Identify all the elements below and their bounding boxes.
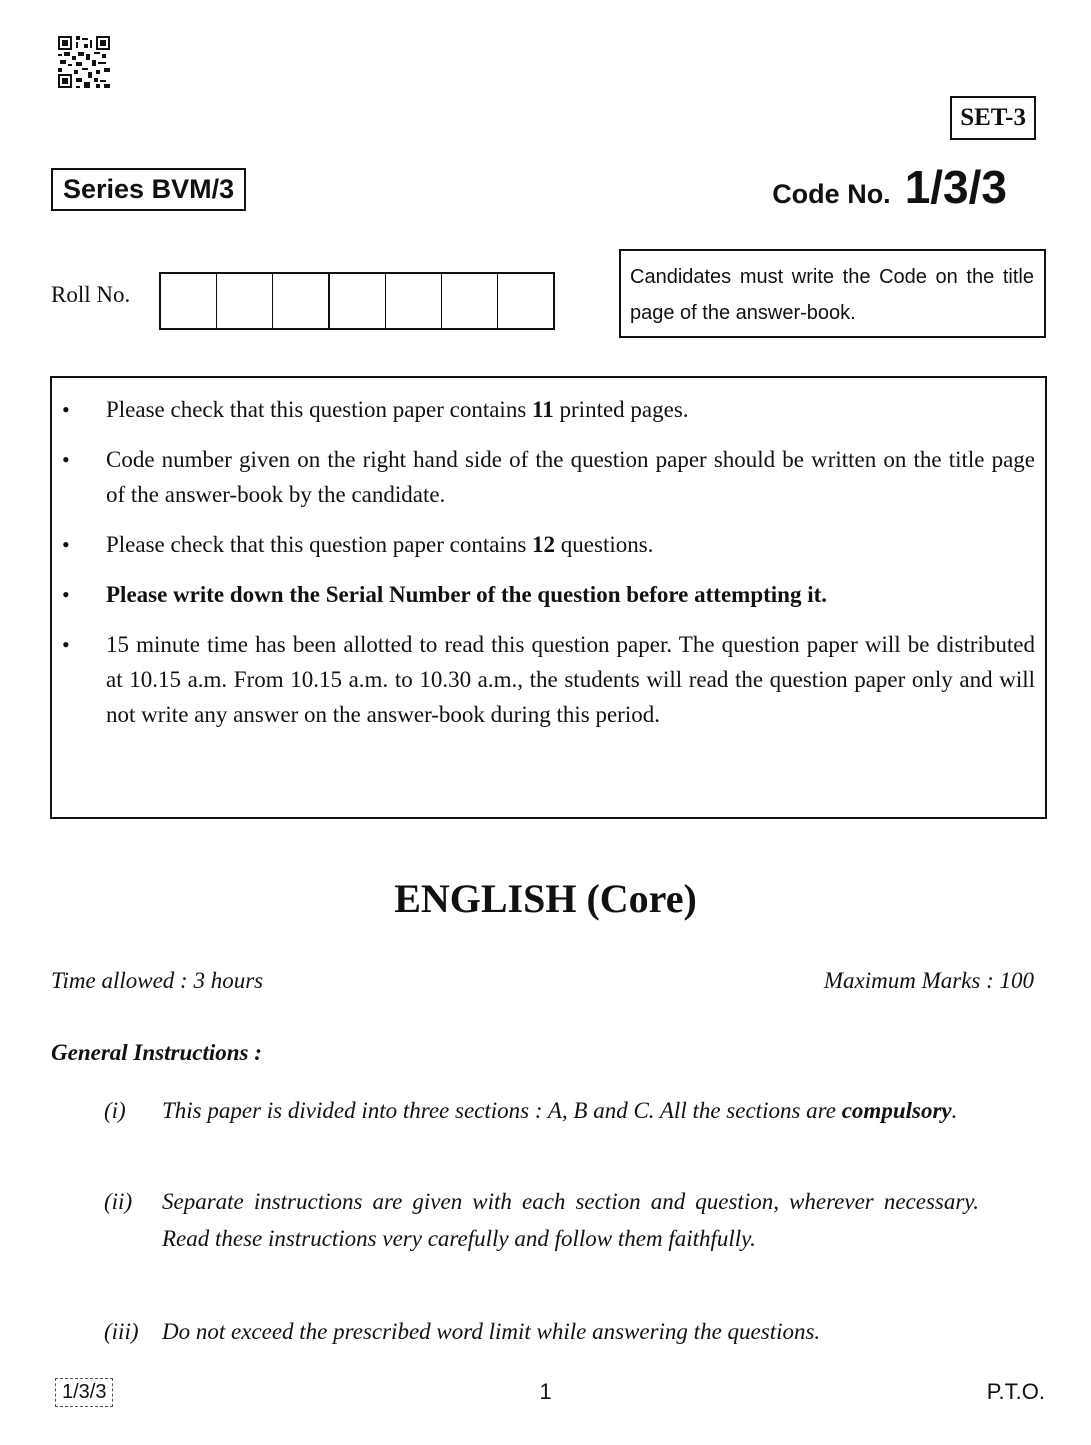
instruction-text: Separate instructions are given with each section and question, wherever necessary. Read these instructions very carefully and follow them faithfully. (162, 1189, 979, 1251)
general-instructions-heading: General Instructions : (51, 1040, 262, 1065)
paper-title: ENGLISH (Core) (394, 876, 697, 921)
checklist-item: • Please check that this question paper contains 12 questions. (78, 527, 1035, 562)
instruction-item (104, 1183, 979, 1257)
footer-code: 1/3/3 (55, 1378, 113, 1407)
page-number: 1 (539, 1379, 552, 1404)
instruction-number: (ii) (104, 1189, 133, 1214)
candidate-note: Candidates must write the Code on the title page of the answer-book. (619, 249, 1046, 338)
instruction-number: (i) (104, 1098, 126, 1123)
set-label: SET-3 (950, 96, 1036, 140)
instruction-text: Do not exceed the prescribed word limit while answering the questions. (162, 1319, 821, 1344)
checklist-item: • Please check that this question paper contains 11 printed pages. (78, 392, 1035, 427)
roll-number-boxes[interactable] (159, 272, 555, 330)
roll-digit-box[interactable] (330, 274, 386, 328)
roll-digit-box[interactable] (161, 274, 217, 328)
checklist-item: • Code number given on the right hand side of the question paper should be written on the title page of the answer-book by the candidate. (78, 442, 1035, 512)
code-label: Code No. (772, 179, 891, 209)
roll-digit-box[interactable] (273, 274, 330, 328)
qr-code-icon (58, 36, 110, 88)
checklist-item: • Please write down the Serial Number of the question before attempting it. (78, 577, 1035, 612)
pto-label: P.T.O. (986, 1379, 1045, 1404)
checklist-box (50, 376, 1047, 819)
instruction-text: This paper is divided into three sections : A, B and C. All the sections are compulsory. (162, 1098, 958, 1123)
roll-digit-box[interactable] (442, 274, 498, 328)
maximum-marks: Maximum Marks : 100 (823, 968, 1034, 993)
series-label: Series BVM/3 (51, 168, 246, 211)
code-number-block (772, 160, 1007, 214)
time-allowed: Time allowed : 3 hours (51, 968, 264, 993)
roll-digit-box[interactable] (386, 274, 442, 328)
code-number: 1/3/3 (904, 161, 1007, 213)
roll-digit-box[interactable] (217, 274, 273, 328)
roll-number-label: Roll No. (51, 282, 131, 307)
roll-digit-box[interactable] (498, 274, 553, 328)
instruction-item (104, 1313, 979, 1350)
instruction-number: (iii) (104, 1319, 139, 1344)
checklist-item: • 15 minute time has been allotted to read this question paper. The question paper will be distributed at 10.15 a.m. From 10.15 a.m. to 10.30 a.m., the students will read the question paper only and will not write any answer on the answer-book during this period. (78, 627, 1035, 732)
instruction-item (104, 1092, 979, 1129)
